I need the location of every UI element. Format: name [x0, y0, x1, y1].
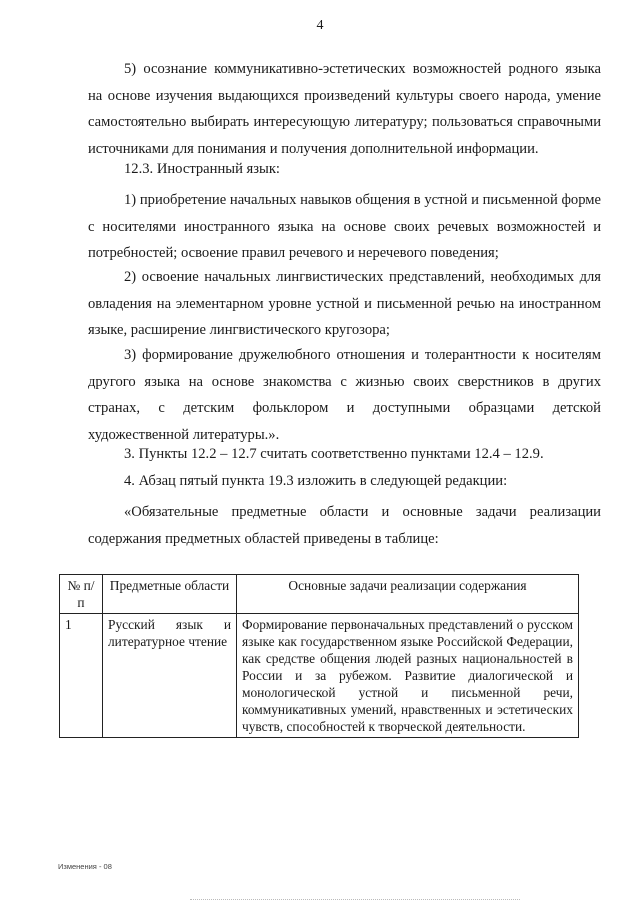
table-header-row [60, 575, 579, 614]
paragraph-foreign-item-2: 2) освоение начальных лингвистических представлений, необходимых для овладения на элементарном уровне устной и письменной речью на иностранном языке, расширение лингвистического кругозора; [88, 269, 601, 338]
scan-edge-mark [190, 899, 520, 901]
paragraph-foreign-item-1: 1) приобретение начальных навыков общения в устной и письменной форме с носителями иностранного языка на основе своих речевых возможностей и потребностей; освоение правил речевого и неречевого поведения; [88, 192, 601, 261]
paragraph-table-intro: «Обязательные предметные области и основные задачи реализации содержания предметных областей приведены в таблице: [88, 504, 601, 547]
cell-number: 1 [60, 614, 103, 738]
paragraph-native-language-item-5: 5) осознание коммуникативно-эстетических возможностей родного языка на основе изучения выдающихся произведений культуры своего народа, умение самостоятельно выбирать интересующую литературу; пользоваться справочными источниками для понимания и получения дополнительной информации. [88, 61, 601, 157]
page-number: 4 [316, 18, 324, 33]
header-main-tasks: Основные задачи реализации содержания [237, 575, 579, 614]
header-subject-areas: Предметные области [103, 575, 237, 614]
table-row [60, 614, 579, 738]
subject-areas-table [59, 574, 579, 738]
section-heading-foreign-language: 12.3. Иностранный язык: [124, 161, 280, 177]
footer-note: Изменения - 08 [58, 862, 112, 871]
cell-main-tasks: Формирование первоначальных представлений о русском языке как государственном языке Российской Федерации, как средстве общения людей разных национальностей в России и за рубежом. Развитие диалогической и монологической устной и письменной речи, коммуникативных умений, нравственных и эстетических чувств, способностей к творческой деятельности. [237, 614, 579, 738]
header-number: № п/п [60, 575, 103, 614]
paragraph-amendment-intro: 4. Абзац пятый пункта 19.3 изложить в следующей редакции: [124, 473, 508, 489]
cell-subject-area: Русский язык и литературное чтение [103, 614, 237, 738]
paragraph-foreign-item-3: 3) формирование дружелюбного отношения и толерантности к носителям другого языка на основе знакомства с жизнью своих сверстников в других странах, с детским фольклором и доступными образцами детской художественной литературы.». [88, 347, 601, 443]
paragraph-renumbering-points: 3. Пункты 12.2 – 12.7 считать соответственно пунктами 12.4 – 12.9. [124, 446, 544, 462]
